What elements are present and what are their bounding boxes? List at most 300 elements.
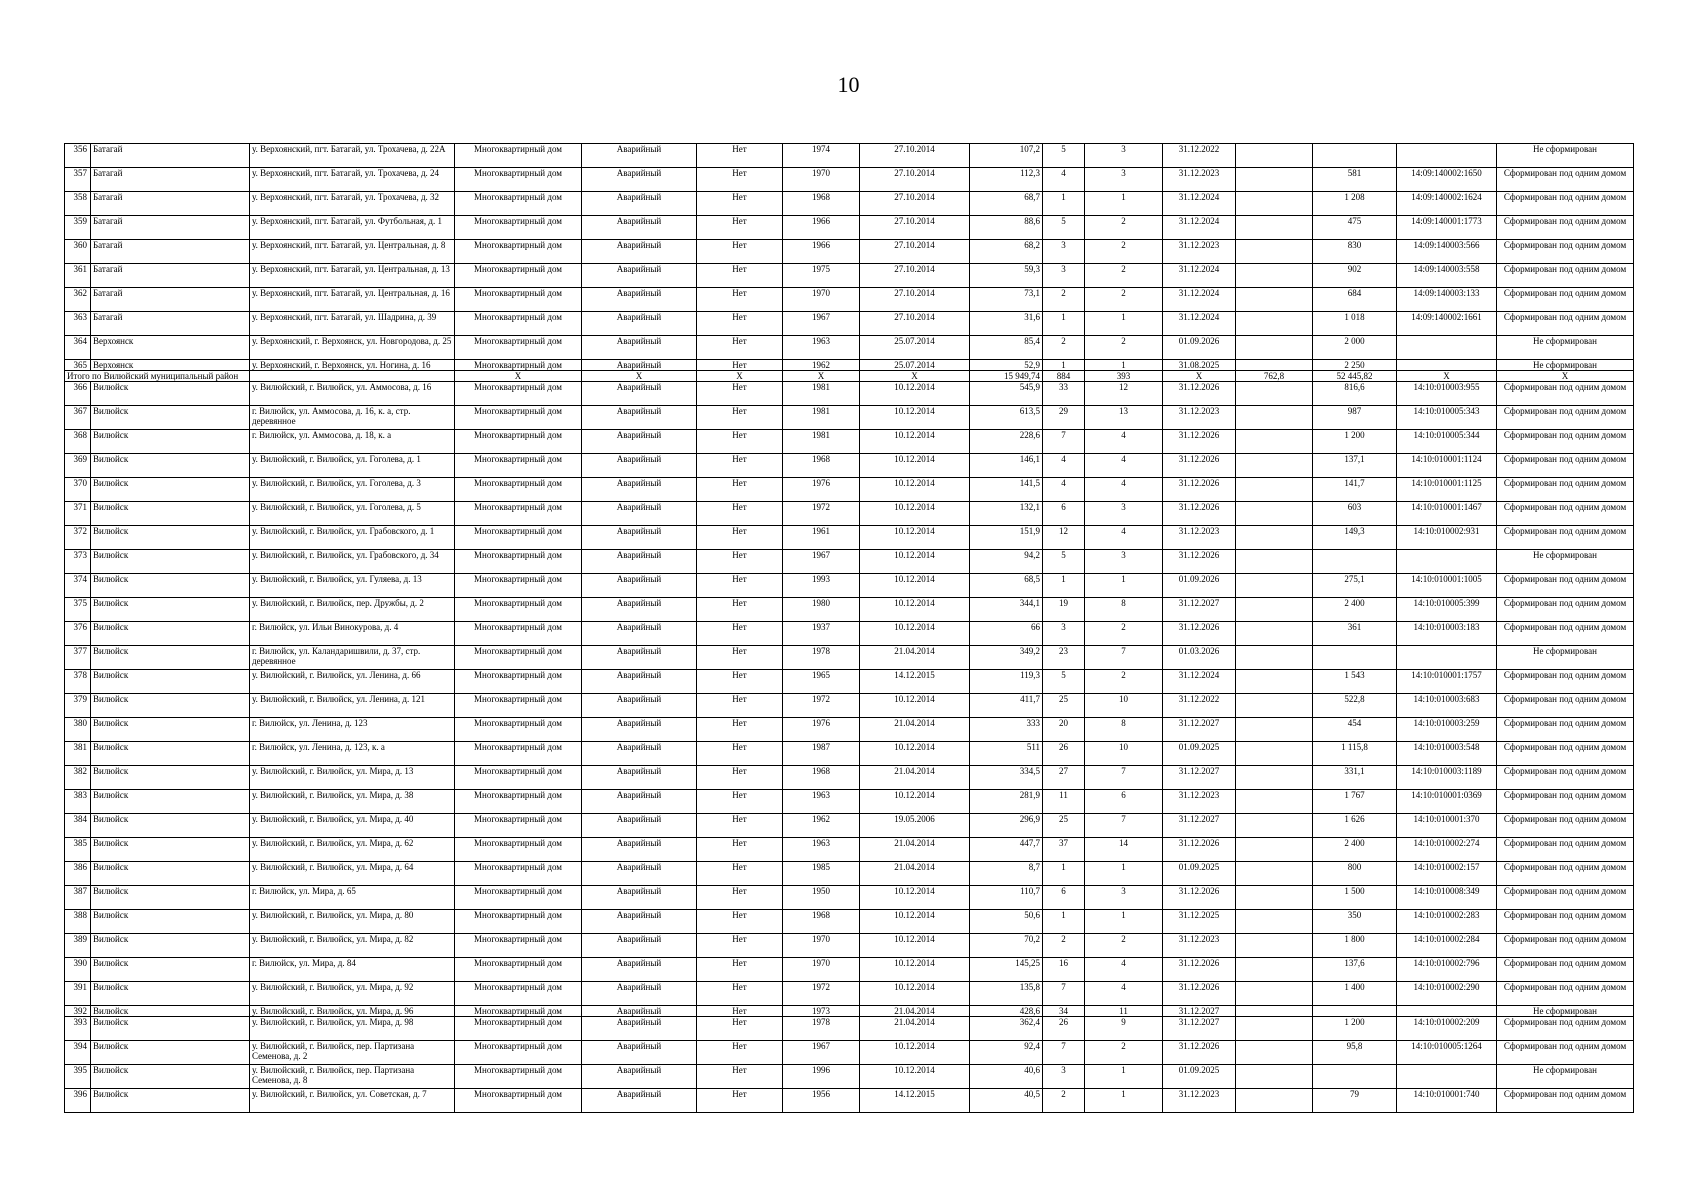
land-area-cell: 1 500	[1313, 886, 1397, 910]
heritage-cell: Нет	[697, 886, 783, 910]
area-cell: 228,6	[970, 430, 1043, 454]
area-cell: 66	[970, 622, 1043, 646]
row-number: 378	[65, 670, 91, 694]
extra-area-cell	[1236, 264, 1313, 288]
cadastral-cell: 14:09:140002:1650	[1397, 168, 1497, 192]
house-type-cell: Многоквартирный дом	[455, 430, 582, 454]
extra-area-cell	[1236, 958, 1313, 982]
premises-cell: 2	[1085, 264, 1163, 288]
premises-cell: 3	[1085, 886, 1163, 910]
address-cell: у. Верхоянский, пгт. Батагай, ул. Трохачева, д. 32	[250, 192, 455, 216]
row-number: 368	[65, 430, 91, 454]
settlement-cell: Вилюйск	[91, 1017, 250, 1041]
cadastral-cell: 14:10:010002:290	[1397, 982, 1497, 1006]
settlement-cell: Вилюйск	[91, 430, 250, 454]
recognition-date-cell: 10.12.2014	[860, 550, 970, 574]
premises-cell: 1	[1085, 312, 1163, 336]
premises-cell: 2	[1085, 934, 1163, 958]
total-area2-cell: 762,8	[1236, 371, 1313, 382]
extra-area-cell	[1236, 766, 1313, 790]
build-year-cell: 1966	[783, 216, 860, 240]
heritage-cell: Нет	[697, 622, 783, 646]
settlement-cell: Вилюйск	[91, 478, 250, 502]
build-year-cell: 1968	[783, 454, 860, 478]
land-area-cell: 1 800	[1313, 934, 1397, 958]
land-status-cell: Сформирован под одним домом	[1497, 814, 1634, 838]
premises-cell: 4	[1085, 478, 1163, 502]
land-area-cell: 361	[1313, 622, 1397, 646]
table-row	[65, 838, 1634, 862]
condition-cell: Аварийный	[582, 382, 697, 406]
extra-area-cell	[1236, 312, 1313, 336]
build-year-cell: 1963	[783, 790, 860, 814]
land-status-cell: Сформирован под одним домом	[1497, 790, 1634, 814]
cadastral-cell: 14:10:010002:209	[1397, 1017, 1497, 1041]
extra-area-cell	[1236, 1065, 1313, 1089]
residents-cell: 1	[1043, 312, 1085, 336]
recognition-date-cell: 21.04.2014	[860, 766, 970, 790]
address-cell: у. Вилюйский, г. Вилюйск, ул. Мира, д. 40	[250, 814, 455, 838]
residents-cell: 27	[1043, 766, 1085, 790]
address-cell: у. Верхоянский, пгт. Батагай, ул. Трохачева, д. 24	[250, 168, 455, 192]
condition-cell: Аварийный	[582, 1041, 697, 1065]
recognition-date-cell: 27.10.2014	[860, 288, 970, 312]
land-area-cell: 137,6	[1313, 958, 1397, 982]
land-area-cell: 902	[1313, 264, 1397, 288]
row-number: 394	[65, 1041, 91, 1065]
heritage-cell: Нет	[697, 168, 783, 192]
table-row	[65, 312, 1634, 336]
land-status-cell: Сформирован под одним домом	[1497, 240, 1634, 264]
total-premises-cell: 393	[1085, 371, 1163, 382]
house-type-cell: Многоквартирный дом	[455, 1006, 582, 1017]
condition-cell: Аварийный	[582, 192, 697, 216]
settlement-cell: Батагай	[91, 144, 250, 168]
address-cell: г. Вилюйск, ул. Мира, д. 84	[250, 958, 455, 982]
build-year-cell: 1956	[783, 1089, 860, 1113]
house-type-cell: Многоквартирный дом	[455, 264, 582, 288]
settlement-cell: Батагай	[91, 216, 250, 240]
settlement-cell: Вилюйск	[91, 454, 250, 478]
table-row	[65, 1006, 1634, 1017]
recognition-date-cell: 21.04.2014	[860, 1006, 970, 1017]
recognition-date-cell: 10.12.2014	[860, 502, 970, 526]
land-status-cell: Не сформирован	[1497, 1065, 1634, 1089]
premises-cell: 1	[1085, 910, 1163, 934]
land-area-cell: 1 543	[1313, 670, 1397, 694]
land-area-cell: 95,8	[1313, 1041, 1397, 1065]
settlement-cell: Батагай	[91, 264, 250, 288]
settlement-cell: Вилюйск	[91, 838, 250, 862]
house-type-cell: Многоквартирный дом	[455, 550, 582, 574]
build-year-cell: 1974	[783, 144, 860, 168]
area-cell: 119,3	[970, 670, 1043, 694]
house-type-cell: Многоквартирный дом	[455, 1065, 582, 1089]
premises-cell: 8	[1085, 718, 1163, 742]
row-number: 372	[65, 526, 91, 550]
row-number: 392	[65, 1006, 91, 1017]
settlement-cell: Вилюйск	[91, 886, 250, 910]
build-year-cell: 1962	[783, 814, 860, 838]
premises-cell: 3	[1085, 502, 1163, 526]
land-area-cell: 581	[1313, 168, 1397, 192]
row-number: 393	[65, 1017, 91, 1041]
deadline-cell: 31.12.2024	[1163, 216, 1236, 240]
premises-cell: 2	[1085, 240, 1163, 264]
heritage-cell: Нет	[697, 790, 783, 814]
condition-cell: Аварийный	[582, 910, 697, 934]
recognition-date-cell: 27.10.2014	[860, 216, 970, 240]
house-type-cell: Многоквартирный дом	[455, 814, 582, 838]
deadline-cell: 31.12.2024	[1163, 288, 1236, 312]
district-total-row	[65, 371, 1634, 382]
residents-cell: 5	[1043, 216, 1085, 240]
condition-cell: Аварийный	[582, 598, 697, 622]
recognition-date-cell: 21.04.2014	[860, 862, 970, 886]
recognition-date-cell: 14.12.2015	[860, 670, 970, 694]
heritage-cell: Нет	[697, 862, 783, 886]
house-type-cell: Многоквартирный дом	[455, 934, 582, 958]
premises-cell: 1	[1085, 574, 1163, 598]
extra-area-cell	[1236, 574, 1313, 598]
total-deadline-cell: X	[1163, 371, 1236, 382]
address-cell: у. Вилюйский, г. Вилюйск, ул. Мира, д. 92	[250, 982, 455, 1006]
land-status-cell: Сформирован под одним домом	[1497, 216, 1634, 240]
area-cell: 296,9	[970, 814, 1043, 838]
land-area-cell: 149,3	[1313, 526, 1397, 550]
total-culture-cell: X	[697, 371, 783, 382]
area-cell: 112,3	[970, 168, 1043, 192]
residents-cell: 2	[1043, 1089, 1085, 1113]
land-status-cell: Сформирован под одним домом	[1497, 312, 1634, 336]
heritage-cell: Нет	[697, 670, 783, 694]
cadastral-cell: 14:10:010001:1757	[1397, 670, 1497, 694]
premises-cell: 4	[1085, 430, 1163, 454]
build-year-cell: 1961	[783, 526, 860, 550]
premises-cell: 9	[1085, 1017, 1163, 1041]
condition-cell: Аварийный	[582, 646, 697, 670]
land-area-cell: 1 018	[1313, 312, 1397, 336]
heritage-cell: Нет	[697, 192, 783, 216]
page-number: 10	[837, 72, 860, 97]
address-cell: у. Вилюйский, г. Вилюйск, ул. Гуляева, д. 13	[250, 574, 455, 598]
land-status-cell: Сформирован под одним домом	[1497, 982, 1634, 1006]
build-year-cell: 1968	[783, 192, 860, 216]
address-cell: у. Вилюйский, г. Вилюйск, ул. Мира, д. 13	[250, 766, 455, 790]
residents-cell: 1	[1043, 862, 1085, 886]
area-cell: 349,2	[970, 646, 1043, 670]
address-cell: у. Верхоянский, пгт. Батагай, ул. Центральная, д. 8	[250, 240, 455, 264]
recognition-date-cell: 19.05.2006	[860, 814, 970, 838]
cadastral-cell: 14:09:140002:1661	[1397, 312, 1497, 336]
cadastral-cell: 14:09:140003:566	[1397, 240, 1497, 264]
table-row	[65, 144, 1634, 168]
build-year-cell: 1996	[783, 1065, 860, 1089]
row-number: 364	[65, 336, 91, 360]
area-cell: 145,25	[970, 958, 1043, 982]
recognition-date-cell: 10.12.2014	[860, 790, 970, 814]
residents-cell: 29	[1043, 406, 1085, 430]
extra-area-cell	[1236, 550, 1313, 574]
deadline-cell: 31.12.2026	[1163, 886, 1236, 910]
land-status-cell: Сформирован под одним домом	[1497, 1041, 1634, 1065]
land-area-cell: 830	[1313, 240, 1397, 264]
recognition-date-cell: 27.10.2014	[860, 144, 970, 168]
land-status-cell: Сформирован под одним домом	[1497, 430, 1634, 454]
deadline-cell: 31.12.2027	[1163, 814, 1236, 838]
row-number: 359	[65, 216, 91, 240]
recognition-date-cell: 10.12.2014	[860, 406, 970, 430]
table-row	[65, 502, 1634, 526]
address-cell: у. Вилюйский, г. Вилюйск, пер. Партизана Семенова, д. 2	[250, 1041, 455, 1065]
cadastral-cell: 14:10:010002:931	[1397, 526, 1497, 550]
recognition-date-cell: 14.12.2015	[860, 1089, 970, 1113]
land-status-cell: Сформирован под одним домом	[1497, 574, 1634, 598]
row-number: 385	[65, 838, 91, 862]
build-year-cell: 1987	[783, 742, 860, 766]
land-status-cell: Сформирован под одним домом	[1497, 454, 1634, 478]
cadastral-cell: 14:09:140001:1773	[1397, 216, 1497, 240]
recognition-date-cell: 10.12.2014	[860, 934, 970, 958]
row-number: 387	[65, 886, 91, 910]
deadline-cell: 01.09.2026	[1163, 336, 1236, 360]
house-type-cell: Многоквартирный дом	[455, 718, 582, 742]
row-number: 366	[65, 382, 91, 406]
deadline-cell: 31.12.2023	[1163, 934, 1236, 958]
deadline-cell: 31.12.2022	[1163, 144, 1236, 168]
residents-cell: 26	[1043, 1017, 1085, 1041]
address-cell: у. Вилюйский, г. Вилюйск, ул. Гоголева, д. 3	[250, 478, 455, 502]
condition-cell: Аварийный	[582, 1006, 697, 1017]
heritage-cell: Нет	[697, 982, 783, 1006]
land-area-cell: 331,1	[1313, 766, 1397, 790]
deadline-cell: 31.12.2026	[1163, 478, 1236, 502]
land-area-cell: 603	[1313, 502, 1397, 526]
deadline-cell: 31.12.2022	[1163, 694, 1236, 718]
row-number: 395	[65, 1065, 91, 1089]
extra-area-cell	[1236, 670, 1313, 694]
table-row	[65, 982, 1634, 1006]
table-row	[65, 240, 1634, 264]
row-number: 367	[65, 406, 91, 430]
house-type-cell: Многоквартирный дом	[455, 406, 582, 430]
premises-cell: 7	[1085, 766, 1163, 790]
area-cell: 73,1	[970, 288, 1043, 312]
table-row	[65, 670, 1634, 694]
recognition-date-cell: 10.12.2014	[860, 598, 970, 622]
condition-cell: Аварийный	[582, 766, 697, 790]
build-year-cell: 1970	[783, 958, 860, 982]
heritage-cell: Нет	[697, 910, 783, 934]
land-status-cell: Сформирован под одним домом	[1497, 382, 1634, 406]
condition-cell: Аварийный	[582, 862, 697, 886]
area-cell: 132,1	[970, 502, 1043, 526]
premises-cell: 4	[1085, 982, 1163, 1006]
area-cell: 59,3	[970, 264, 1043, 288]
build-year-cell: 1985	[783, 862, 860, 886]
condition-cell: Аварийный	[582, 144, 697, 168]
extra-area-cell	[1236, 192, 1313, 216]
heritage-cell: Нет	[697, 382, 783, 406]
residents-cell: 33	[1043, 382, 1085, 406]
land-status-cell: Сформирован под одним домом	[1497, 910, 1634, 934]
total-label: Итого по Вилюйский муниципальный район	[65, 371, 250, 382]
deadline-cell: 31.12.2023	[1163, 526, 1236, 550]
settlement-cell: Вилюйск	[91, 1006, 250, 1017]
area-cell: 50,6	[970, 910, 1043, 934]
heritage-cell: Нет	[697, 144, 783, 168]
recognition-date-cell: 27.10.2014	[860, 240, 970, 264]
house-type-cell: Многоквартирный дом	[455, 312, 582, 336]
heritage-cell: Нет	[697, 598, 783, 622]
settlement-cell: Вилюйск	[91, 1089, 250, 1113]
cadastral-cell: 14:10:010001:1005	[1397, 574, 1497, 598]
cadastral-cell: 14:10:010001:1124	[1397, 454, 1497, 478]
table-row	[65, 646, 1634, 670]
area-cell: 333	[970, 718, 1043, 742]
build-year-cell: 1972	[783, 982, 860, 1006]
build-year-cell: 1970	[783, 288, 860, 312]
deadline-cell: 31.12.2026	[1163, 622, 1236, 646]
row-number: 362	[65, 288, 91, 312]
address-cell: у. Вилюйский, г. Вилюйск, ул. Ленина, д. 66	[250, 670, 455, 694]
residents-cell: 25	[1043, 814, 1085, 838]
table-row	[65, 216, 1634, 240]
premises-cell: 10	[1085, 742, 1163, 766]
extra-area-cell	[1236, 814, 1313, 838]
address-cell: у. Верхоянский, г. Верхоянск, ул. Ногина, д. 16	[250, 360, 455, 371]
residents-cell: 2	[1043, 336, 1085, 360]
house-type-cell: Многоквартирный дом	[455, 216, 582, 240]
premises-cell: 8	[1085, 598, 1163, 622]
table-row	[65, 336, 1634, 360]
deadline-cell: 31.12.2024	[1163, 192, 1236, 216]
extra-area-cell	[1236, 526, 1313, 550]
table-row	[65, 478, 1634, 502]
address-cell: у. Вилюйский, г. Вилюйск, ул. Ленина, д. 121	[250, 694, 455, 718]
heritage-cell: Нет	[697, 360, 783, 371]
address-cell: у. Вилюйский, г. Вилюйск, ул. Гоголева, д. 5	[250, 502, 455, 526]
settlement-cell: Вилюйск	[91, 958, 250, 982]
house-type-cell: Многоквартирный дом	[455, 1089, 582, 1113]
heritage-cell: Нет	[697, 526, 783, 550]
land-status-cell: Сформирован под одним домом	[1497, 886, 1634, 910]
extra-area-cell	[1236, 1041, 1313, 1065]
extra-area-cell	[1236, 862, 1313, 886]
heritage-cell: Нет	[697, 502, 783, 526]
table-row	[65, 598, 1634, 622]
residents-cell: 3	[1043, 264, 1085, 288]
land-status-cell: Сформирован под одним домом	[1497, 406, 1634, 430]
condition-cell: Аварийный	[582, 406, 697, 430]
land-status-cell: Сформирован под одним домом	[1497, 598, 1634, 622]
cadastral-cell: 14:10:010005:399	[1397, 598, 1497, 622]
condition-cell: Аварийный	[582, 814, 697, 838]
cadastral-cell: 14:10:010001:740	[1397, 1089, 1497, 1113]
condition-cell: Аварийный	[582, 1017, 697, 1041]
build-year-cell: 1967	[783, 312, 860, 336]
land-status-cell: Сформирован под одним домом	[1497, 288, 1634, 312]
total-state-cell: X	[582, 371, 697, 382]
house-type-cell: Многоквартирный дом	[455, 646, 582, 670]
build-year-cell: 1981	[783, 406, 860, 430]
premises-cell: 1	[1085, 1089, 1163, 1113]
area-cell: 141,5	[970, 478, 1043, 502]
extra-area-cell	[1236, 694, 1313, 718]
deadline-cell: 31.12.2027	[1163, 1006, 1236, 1017]
table-row	[65, 814, 1634, 838]
cadastral-cell: 14:10:010003:548	[1397, 742, 1497, 766]
premises-cell: 2	[1085, 216, 1163, 240]
deadline-cell: 31.12.2024	[1163, 670, 1236, 694]
recognition-date-cell: 10.12.2014	[860, 574, 970, 598]
house-type-cell: Многоквартирный дом	[455, 526, 582, 550]
area-cell: 88,6	[970, 216, 1043, 240]
premises-cell: 3	[1085, 550, 1163, 574]
table-row	[65, 382, 1634, 406]
table-row	[65, 264, 1634, 288]
heritage-cell: Нет	[697, 766, 783, 790]
row-number: 360	[65, 240, 91, 264]
area-cell: 344,1	[970, 598, 1043, 622]
area-cell: 545,9	[970, 382, 1043, 406]
land-status-cell: Сформирован под одним домом	[1497, 526, 1634, 550]
table-row	[65, 360, 1634, 371]
cadastral-cell	[1397, 1006, 1497, 1017]
land-area-cell: 987	[1313, 406, 1397, 430]
land-status-cell: Сформирован под одним домом	[1497, 168, 1634, 192]
premises-cell: 2	[1085, 336, 1163, 360]
table-row	[65, 526, 1634, 550]
address-cell: у. Вилюйский, г. Вилюйск, ул. Мира, д. 82	[250, 934, 455, 958]
table-row	[65, 406, 1634, 430]
settlement-cell: Вилюйск	[91, 790, 250, 814]
house-type-cell: Многоквартирный дом	[455, 168, 582, 192]
deadline-cell: 31.12.2023	[1163, 406, 1236, 430]
land-area-cell	[1313, 144, 1397, 168]
row-number: 391	[65, 982, 91, 1006]
row-number: 369	[65, 454, 91, 478]
heritage-cell: Нет	[697, 406, 783, 430]
heritage-cell: Нет	[697, 216, 783, 240]
row-number: 363	[65, 312, 91, 336]
build-year-cell: 1978	[783, 1017, 860, 1041]
extra-area-cell	[1236, 478, 1313, 502]
premises-cell: 1	[1085, 862, 1163, 886]
condition-cell: Аварийный	[582, 982, 697, 1006]
condition-cell: Аварийный	[582, 502, 697, 526]
residents-cell: 6	[1043, 886, 1085, 910]
extra-area-cell	[1236, 718, 1313, 742]
premises-cell: 4	[1085, 526, 1163, 550]
settlement-cell: Батагай	[91, 312, 250, 336]
table-row	[65, 550, 1634, 574]
build-year-cell: 1965	[783, 670, 860, 694]
settlement-cell: Вилюйск	[91, 646, 250, 670]
deadline-cell: 01.09.2025	[1163, 1065, 1236, 1089]
residents-cell: 37	[1043, 838, 1085, 862]
premises-cell: 3	[1085, 144, 1163, 168]
condition-cell: Аварийный	[582, 288, 697, 312]
land-status-cell: Сформирован под одним домом	[1497, 478, 1634, 502]
area-cell: 334,5	[970, 766, 1043, 790]
address-cell: г. Вилюйск, ул. Мира, д. 65	[250, 886, 455, 910]
heritage-cell: Нет	[697, 814, 783, 838]
settlement-cell: Вилюйск	[91, 622, 250, 646]
residents-cell: 11	[1043, 790, 1085, 814]
build-year-cell: 1972	[783, 502, 860, 526]
condition-cell: Аварийный	[582, 1065, 697, 1089]
